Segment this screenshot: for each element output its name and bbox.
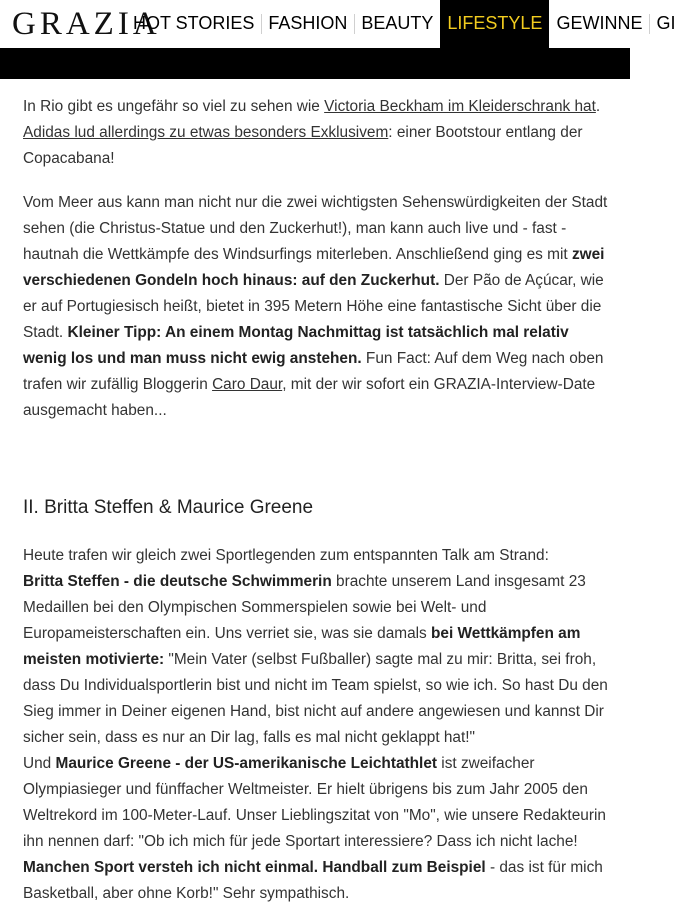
- nav-item-gewinne[interactable]: GEWINNE: [556, 13, 643, 33]
- paragraph-zuckerhut: [23, 190, 615, 424]
- bold-text: Kleiner Tipp: An einem Montag Nachmittag ist tatsächlich mal relativ wenig los und man muss nicht ewig anstehen.: [23, 324, 569, 367]
- nav-item-lifestyle[interactable]: LIFESTYLE: [440, 0, 549, 48]
- nav-item-fashion[interactable]: FASHION: [261, 0, 354, 48]
- bold-text: zwei verschiedenen Gondeln hoch hinaus: auf den Zuckerhut.: [23, 246, 605, 289]
- paragraph-rio-intro: [23, 94, 615, 172]
- nav-item-hot-stories[interactable]: HOT STORIES: [133, 13, 255, 33]
- text: "Mein Vater (selbst Fußballer) sagte mal zu mir: Britta, sei froh, dass Du Individualsportlerin bist und nicht im Team spielst, so wie ich. So hast Du den Sieg immer in Deiner eigenen Hand, bist nicht auf andere angewiesen und kannst Dir sicher sein, dass es nur an Dir lag, falls es mal nicht geklappt hat!": [23, 651, 608, 746]
- grazia-logo[interactable]: GRAZIA: [12, 6, 161, 42]
- text: Vom Meer aus kann man nicht nur die zwei wichtigsten Sehenswürdigkeiten der Stadt sehen (die Christus-Statue und den Zuckerhut!), man kann auch live und - fast - hautnah die Wettkämpfe des Windsurfings miterleben. Anschließend ging es mit: [23, 194, 608, 263]
- text: Heute trafen wir gleich zwei Sportlegenden zum entspannten Talk am Strand:: [23, 547, 549, 564]
- nav-item-truncated[interactable]: GI: [649, 0, 682, 48]
- text: Und: [23, 755, 56, 772]
- text: : einer Bootstour entlang der Copacabana!: [23, 124, 583, 167]
- link-adidas-exklusiv[interactable]: Adidas lud allerdings zu etwas besonders Exklusivem: [23, 124, 389, 141]
- bold-text: Manchen Sport versteh ich nicht einmal. Handball zum Beispiel: [23, 859, 486, 876]
- top-navigation: [0, 0, 676, 48]
- text: Der Pão de Açúcar, wie er auf Portugiesisch heißt, bietet in 395 Metern Höhe eine fantastische Sicht über die Stadt.: [23, 272, 604, 341]
- text: , mit der wir sofort ein GRAZIA-Interview-Date ausgemacht haben...: [23, 376, 596, 419]
- article-body: [23, 94, 615, 907]
- text: In Rio gibt es ungefähr so viel zu sehen wie: [23, 98, 325, 115]
- section-heading: II. Britta Steffen & Maurice Greene: [23, 497, 314, 518]
- text: brachte unserem Land insgesamt 23 Medaillen bei den Olympischen Sommerspielen sowie bei Welt- und Europameisterschaften ein. Uns verriet sie, was sie damals: [23, 573, 586, 642]
- main-nav: [126, 0, 682, 48]
- paragraph-sportlegenden: [23, 543, 615, 907]
- text: .: [595, 98, 601, 115]
- bold-text: Maurice Greene - der US-amerikanische Leichtathlet: [55, 755, 437, 772]
- bold-text: Britta Steffen - die deutsche Schwimmerin: [23, 573, 332, 590]
- nav-item-beauty[interactable]: BEAUTY: [354, 0, 440, 48]
- text: ist zweifacher Olympiasieger und fünffacher Weltmeister. Er hielt übrigens bis zum Jahr 2005 den Weltrekord im 100-Meter-Lauf. Unser Lieblingszitat von "Mo", wie unsere Redakteurin ihn nennen darf: "Ob ich mich für jede Sportart interessiere? Dass ich nicht lache!: [23, 755, 606, 850]
- link-caro-daur[interactable]: Caro Daur: [212, 376, 283, 393]
- header-black-bar: [0, 48, 630, 79]
- text: Fun Fact: Auf dem Weg nach oben trafen wir zufällig Bloggerin: [23, 350, 604, 393]
- link-victoria-beckham[interactable]: Victoria Beckham im Kleiderschrank hat: [324, 98, 596, 115]
- bold-text: bei Wettkämpfen am meisten motivierte:: [23, 625, 581, 668]
- text: - das ist für mich Basketball, aber ohne Korb!" Sehr sympathisch.: [23, 859, 603, 902]
